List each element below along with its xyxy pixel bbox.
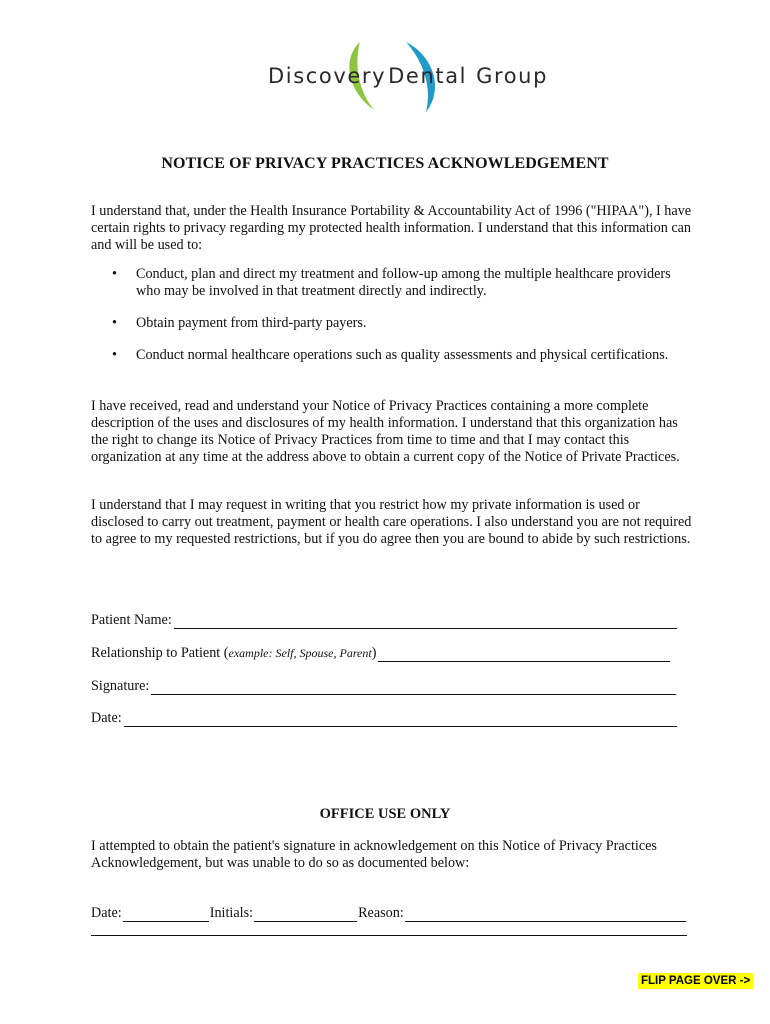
signature-label: Signature:	[91, 678, 150, 694]
document-title: NOTICE OF PRIVACY PRACTICES ACKNOWLEDGEMENT	[161, 155, 609, 172]
flip-page-note: FLIP PAGE OVER ->	[638, 973, 753, 989]
bullet-text: Conduct, plan and direct my treatment and follow-up among the multiple healthcare providers who may be involved in that treatment directly and indirectly.	[136, 266, 671, 299]
patient-name-field[interactable]	[174, 615, 677, 629]
office-reason-continuation-field[interactable]	[91, 935, 687, 936]
logo-word-dental: Dental	[388, 64, 468, 88]
date-field[interactable]	[124, 713, 677, 727]
date-row	[91, 710, 677, 727]
bullet-text: Conduct normal healthcare operations such as quality assessments and physical certifications.	[136, 347, 669, 363]
logo-wordmark	[268, 64, 548, 88]
bullet-icon: •	[112, 266, 117, 282]
notice-received-paragraph: I have received, read and understand your Notice of Privacy Practices containing a more complete description of the uses and disclosures of my health information. I understand that this organization has the right to change its Notice of Privacy Practices from time to time and that I may contact this organization at any time at the address above to obtain a current copy of the Notice of Private Practices.	[91, 398, 680, 465]
relationship-field[interactable]	[378, 648, 670, 662]
patient-name-label: Patient Name:	[91, 612, 172, 628]
office-reason-label: Reason:	[358, 905, 404, 921]
signature-field[interactable]	[151, 681, 676, 695]
list-item	[91, 266, 693, 300]
office-use-row	[91, 905, 687, 922]
office-initials-field[interactable]	[254, 908, 357, 922]
usage-bullet-list	[91, 266, 693, 379]
bullet-text: Obtain payment from third-party payers.	[136, 315, 367, 331]
list-item	[91, 347, 693, 364]
office-initials-label: Initials:	[209, 905, 254, 921]
office-date-field[interactable]	[123, 908, 209, 922]
patient-name-row	[91, 612, 677, 629]
relationship-label: Relationship to Patient (	[91, 645, 229, 661]
relationship-close: )	[371, 645, 377, 661]
relationship-row	[91, 645, 670, 662]
bullet-icon: •	[112, 315, 117, 331]
office-use-title: OFFICE USE ONLY	[319, 806, 451, 822]
list-item	[91, 315, 693, 332]
company-logo	[262, 38, 549, 116]
restriction-paragraph: I understand that I may request in writing that you restrict how my private information is used or disclosed to carry out treatment, payment or health care operations. I also understand you are not required to agree to my requested restrictions, but if you do agree then you are bound to abide by such restrictions.	[91, 497, 692, 547]
office-use-paragraph: I attempted to obtain the patient's signature in acknowledgement on this Notice of Privacy Practices Acknowledgement, but was unable to do so as documented below:	[91, 838, 657, 871]
office-reason-field[interactable]	[405, 908, 686, 922]
office-date-label: Date:	[91, 905, 122, 921]
logo-word-group: Group	[476, 64, 549, 88]
bullet-icon: •	[112, 347, 117, 363]
date-label: Date:	[91, 710, 122, 726]
relationship-example: example: Self, Spouse, Parent	[228, 646, 372, 660]
intro-paragraph: I understand that, under the Health Insurance Portability & Accountability Act of 1996 ("HIPAA"), I have certain rights to privacy regarding my protected health information. I understand that this information can and will be used to:	[91, 203, 692, 253]
signature-row	[91, 678, 676, 695]
logo-word-discovery: Discovery	[268, 64, 387, 88]
